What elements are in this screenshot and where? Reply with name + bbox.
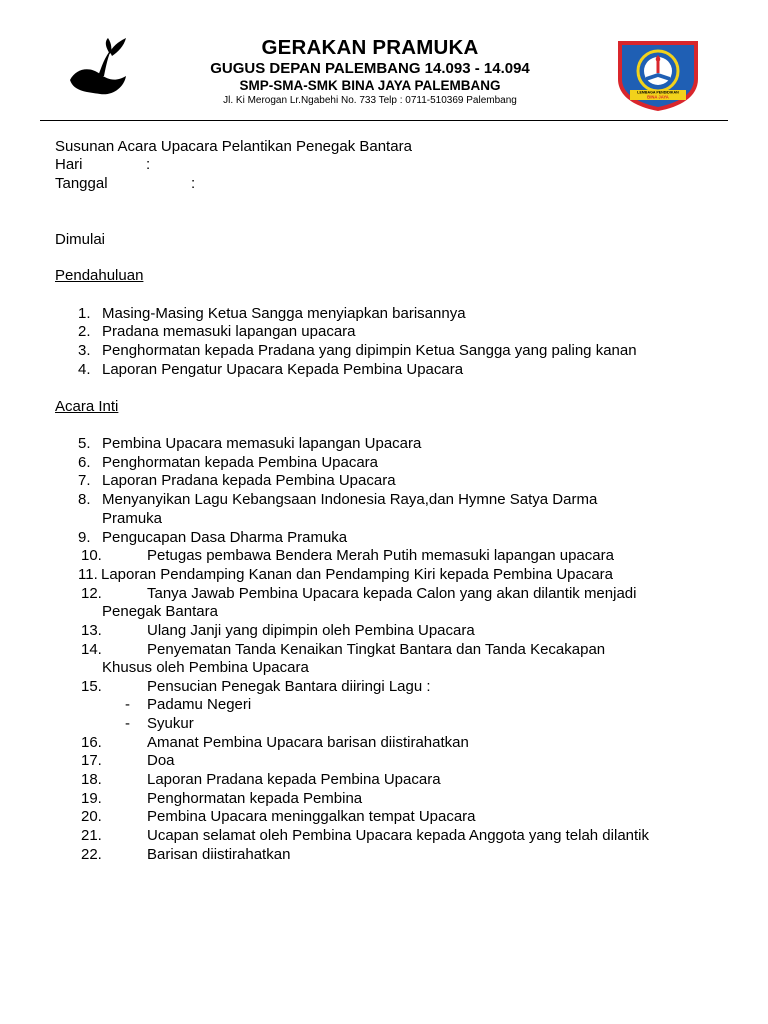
list-item-number: 13. <box>81 622 102 639</box>
list-item: Menyanyikan Lagu Kebangsaan Indonesia Raya,dan Hymne Satya Darma <box>102 491 598 508</box>
list-item-number: 3. <box>78 342 91 359</box>
list-item-number: 10. <box>81 547 102 564</box>
song-dash: - <box>125 715 130 732</box>
dimulai-label: Dimulai <box>55 231 106 248</box>
list-item-number: 4. <box>78 361 91 378</box>
list-item: Laporan Pradana kepada Pembina Upacara <box>102 472 396 489</box>
tanggal-label: Tanggal <box>55 175 108 192</box>
gugus-depan: GUGUS DEPAN PALEMBANG 14.093 - 14.094 <box>210 60 530 77</box>
song-item: Padamu Negeri <box>147 696 252 713</box>
list-item: Penyematan Tanda Kenaikan Tingkat Bantara dan Tanda Kecakapan <box>147 641 606 658</box>
list-item: Tanya Jawab Pembina Upacara kepada Calon yang akan dilantik menjadi <box>147 585 637 602</box>
list-item: Penghormatan kepada Pembina <box>147 790 363 807</box>
logo-text-top: LEMBAGA PENDIDIKAN <box>637 90 679 95</box>
list-item: Penghormatan kepada Pembina Upacara <box>102 454 379 471</box>
list-item-number: 9. <box>78 529 91 546</box>
list-item: Pensucian Penegak Bantara diiringi Lagu : <box>147 678 431 695</box>
document-title: Susunan Acara Upacara Pelantikan Penegak Bantara <box>55 138 412 155</box>
list-item-continuation: Khusus oleh Pembina Upacara <box>102 659 309 676</box>
list-item: Pengucapan Dasa Dharma Pramuka <box>102 529 348 546</box>
list-item-number: 2. <box>78 323 91 340</box>
list-item-number: 22. <box>81 846 102 863</box>
list-item: Masing-Masing Ketua Sangga menyiapkan barisannya <box>102 305 466 322</box>
song-item: Syukur <box>147 715 194 732</box>
list-item-number: 14. <box>81 641 102 658</box>
song-dash: - <box>125 696 130 713</box>
address-line: Jl. Ki Merogan Lr.Ngabehi No. 733 Telp : 0711-510369 Palembang <box>223 95 517 106</box>
list-item-number: 8. <box>78 491 91 508</box>
list-item: Petugas pembawa Bendera Merah Putih memasuki lapangan upacara <box>147 547 614 564</box>
school-name: SMP-SMA-SMK BINA JAYA PALEMBANG <box>239 78 501 93</box>
list-item: Laporan Pradana kepada Pembina Upacara <box>147 771 441 788</box>
list-item-number: 11. <box>78 566 98 583</box>
list-item-number: 20. <box>81 808 102 825</box>
header-divider <box>40 120 728 121</box>
list-item-number: 17. <box>81 752 102 769</box>
list-item-continuation: Pramuka <box>102 510 163 527</box>
list-item-number: 5. <box>78 435 91 452</box>
list-item-number: 21. <box>81 827 102 844</box>
list-item-number: 16. <box>81 734 102 751</box>
list-item-number: 6. <box>78 454 91 471</box>
list-item: Ucapan selamat oleh Pembina Upacara kepada Anggota yang telah dilantik <box>147 827 650 844</box>
list-item-number: 1. <box>78 305 91 322</box>
bina-jaya-logo-icon <box>610 35 706 113</box>
list-item-number: 18. <box>81 771 102 788</box>
logo-text-bottom: BINA JAYA <box>647 94 669 100</box>
list-item: Ulang Janji yang dipimpin oleh Pembina Upacara <box>147 622 475 639</box>
tanggal-colon: : <box>191 175 196 192</box>
list-item: Pembina Upacara meninggalkan tempat Upacara <box>147 808 476 825</box>
list-item: Pembina Upacara memasuki lapangan Upacara <box>102 435 422 452</box>
list-item: Barisan diistirahatkan <box>147 846 291 863</box>
section-acara-inti: Acara Inti <box>55 398 119 415</box>
list-item: Doa <box>147 752 175 769</box>
list-item-number: 15. <box>81 678 102 695</box>
section-pendahuluan: Pendahuluan <box>55 267 144 284</box>
hari-colon: : <box>146 156 151 173</box>
hari-label: Hari <box>55 156 83 173</box>
list-item-continuation: Penegak Bantara <box>102 603 218 620</box>
list-item: Penghormatan kepada Pradana yang dipimpin Ketua Sangga yang paling kanan <box>102 342 637 359</box>
list-item: Laporan Pendamping Kanan dan Pendamping Kiri kepada Pembina Upacara <box>101 566 614 583</box>
letterhead <box>0 0 768 125</box>
tunas-kelapa-logo-icon <box>68 36 132 102</box>
org-name: GERAKAN PRAMUKA <box>261 36 479 59</box>
list-item-number: 19. <box>81 790 102 807</box>
list-item: Laporan Pengatur Upacara Kepada Pembina Upacara <box>102 361 464 378</box>
list-item-number: 7. <box>78 472 91 489</box>
list-item: Amanat Pembina Upacara barisan diistirahatkan <box>147 734 469 751</box>
list-item-number: 12. <box>81 585 102 602</box>
list-item: Pradana memasuki lapangan upacara <box>102 323 356 340</box>
